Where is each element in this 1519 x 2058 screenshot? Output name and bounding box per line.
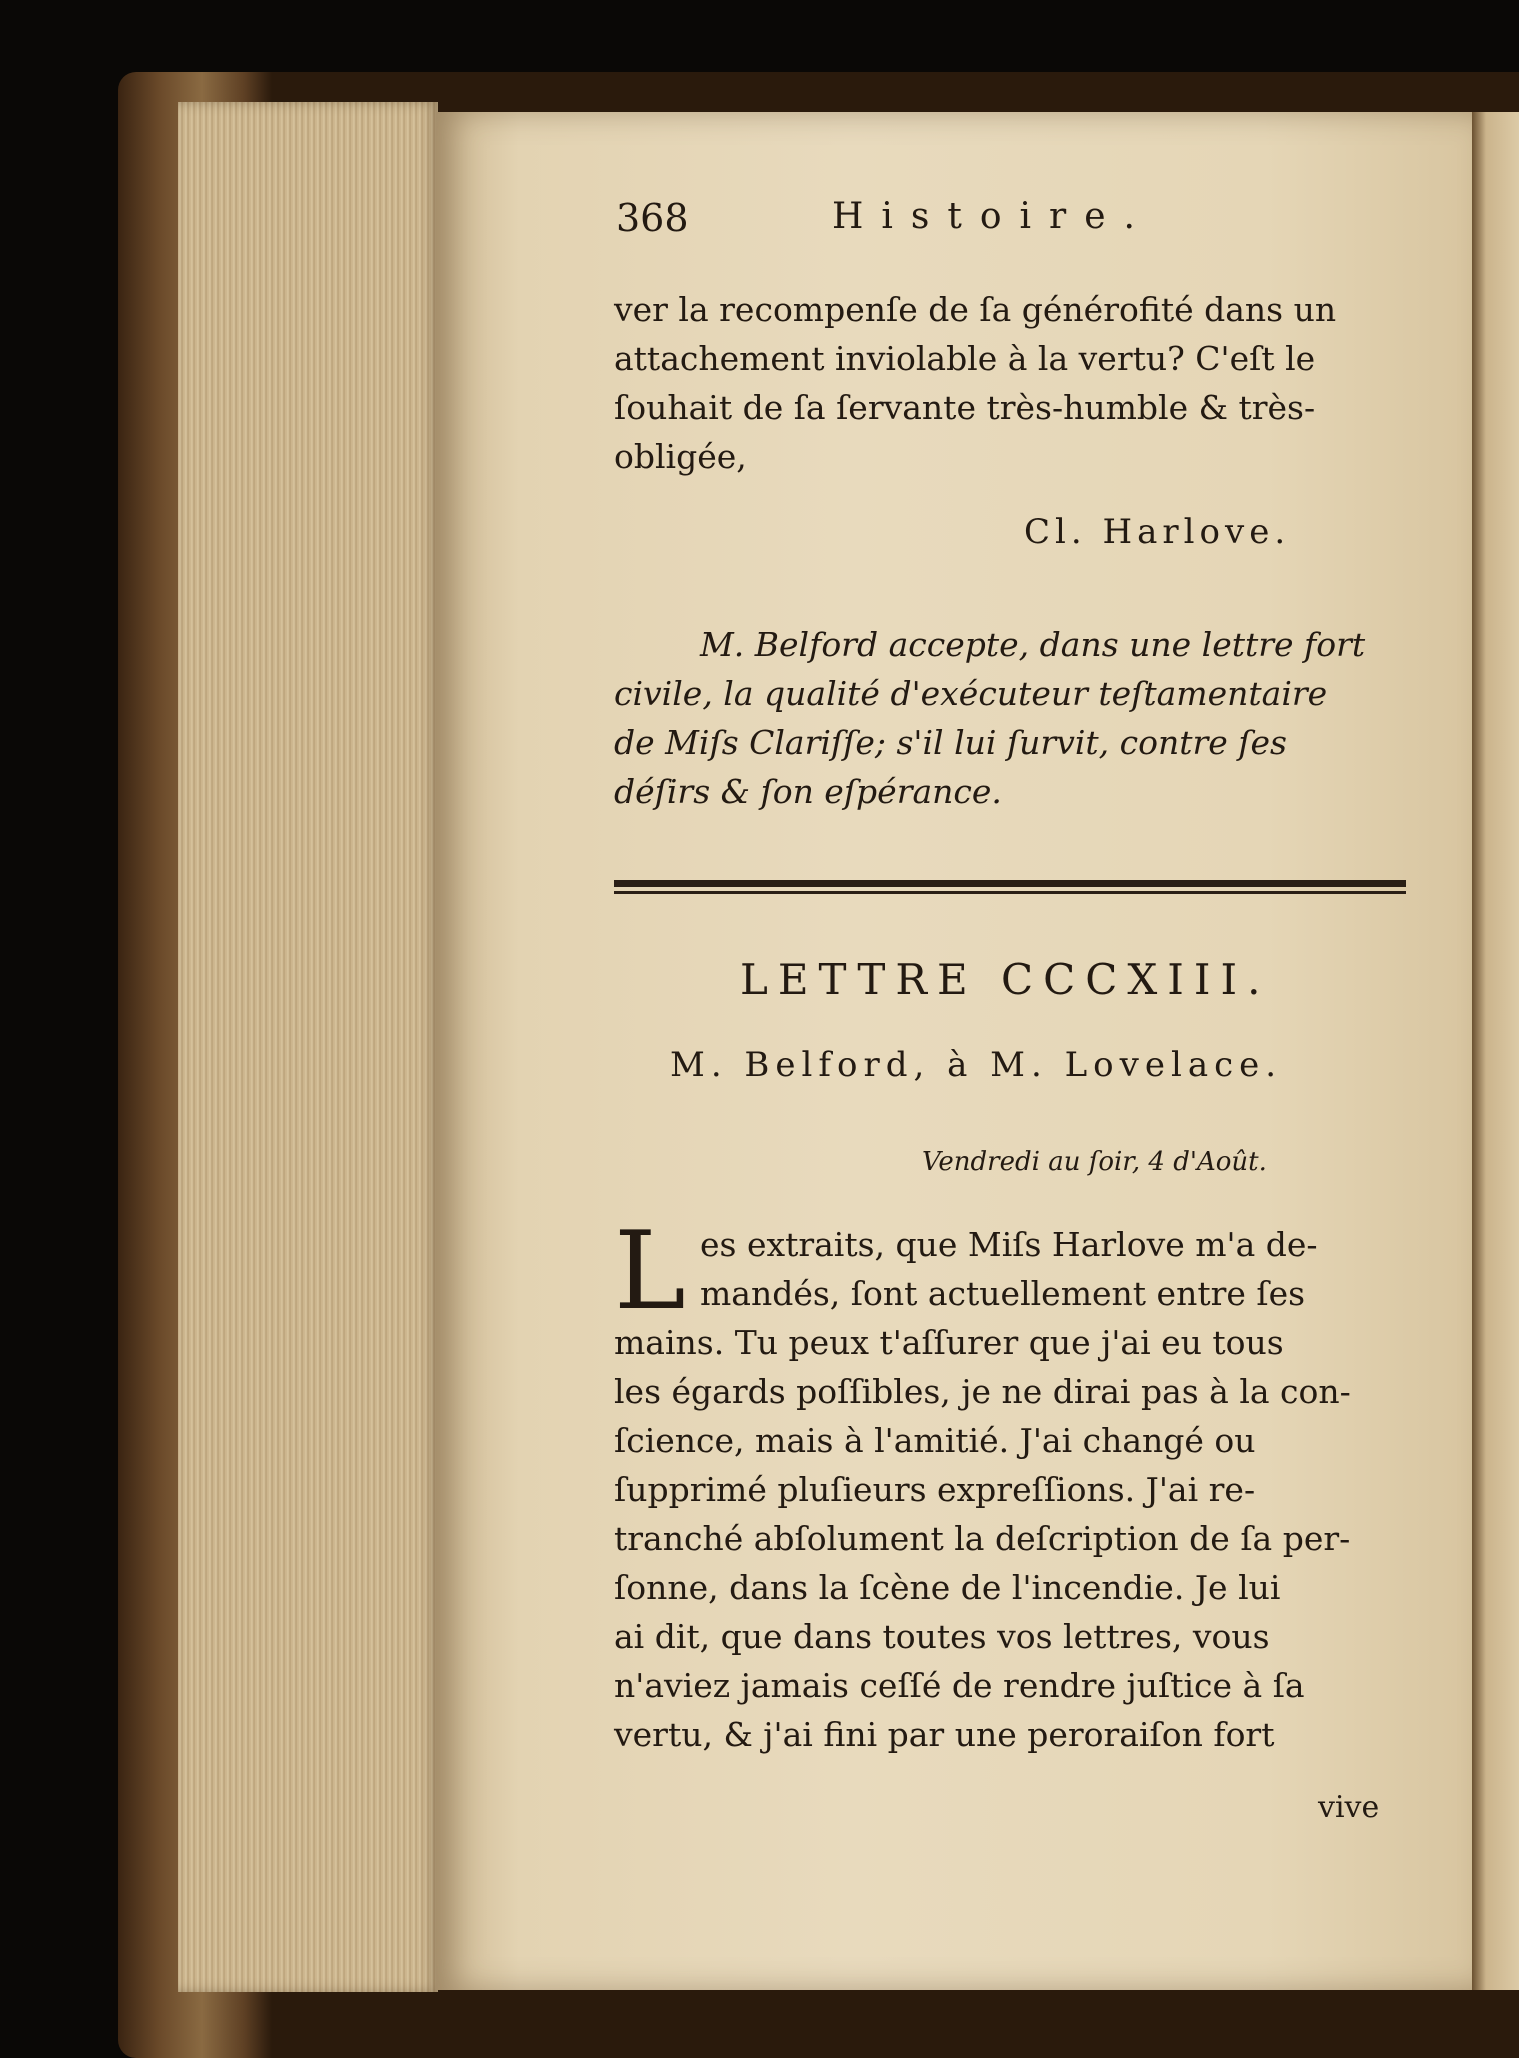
summary-line: civile, la qualité d'exécuteur teſtamentaire [614,674,1328,713]
page-number: 368 [616,196,689,240]
letter-summary [614,620,1365,816]
text-line: ſouhait de ſa ſervante très-humble & très- [614,388,1316,427]
body-line: ai dit, que dans toutes vos lettres, vous [614,1617,1270,1656]
body-line: ſonne, dans la ſcène de l'incendie. Je lui [614,1568,1281,1607]
body-line: n'aviez jamais ceſſé de rendre juſtice à ſa [614,1666,1305,1705]
preceding-letter-text [614,285,1336,481]
divider-rule [614,880,1406,887]
signature: Cl. Harlove. [1024,512,1291,552]
summary-line: déſirs & ſon eſpérance. [614,772,1002,811]
body-line: ſupprimé pluſieurs expreſſions. J'ai re- [614,1470,1256,1509]
text-line: ver la recompenſe de ſa générofité dans un [614,290,1337,329]
body-line: ſcience, mais à l'amitié. J'ai changé ou [614,1421,1256,1460]
letter-heading: LETTRE CCCXIII. [740,955,1271,1004]
body-line: tranché abſolument la deſcription de ſa per- [614,1519,1351,1558]
letter-address: M. Belford, à M. Lovelace. [670,1045,1283,1085]
body-line: les égards poſſibles, je ne dirai pas à la con- [614,1372,1351,1411]
page-edges [178,102,438,1992]
body-line: mandés, ſont actuellement entre ſes [700,1274,1306,1313]
summary-line: M. Belford accepte, dans une lettre fort [700,625,1366,664]
catchword: vive [1318,1790,1380,1825]
summary-line: de Miſs Clariſſe; s'il lui ſurvit, contre ſes [614,723,1287,762]
body-line: vertu, & j'ai fini par une peroraiſon fort [614,1715,1275,1754]
running-title: Histoire. [832,196,1153,237]
text-line: attachement inviolable à la vertu? C'eſt le [614,339,1316,378]
text-line: obligée, [614,437,747,476]
drop-cap: L [614,1209,686,1334]
divider-rule-thin [614,891,1406,894]
facing-page-edge [1472,112,1519,1990]
letter-body [614,1209,1351,1759]
body-line: es extraits, que Miſs Harlove m'a de- [700,1225,1318,1264]
letter-date: Vendredi au ſoir, 4 d'Août. [922,1147,1267,1177]
body-line: mains. Tu peux t'aſſurer que j'ai eu tous [614,1323,1284,1362]
